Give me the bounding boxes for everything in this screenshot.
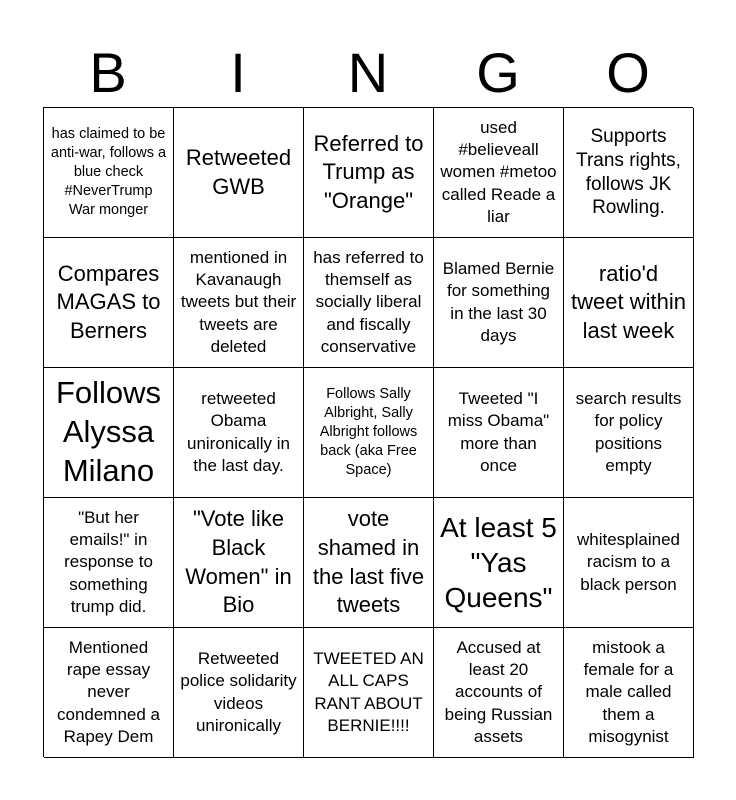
bingo-cell[interactable] xyxy=(564,628,694,758)
cell-text: Accused at least 20 accounts of being Russian assets xyxy=(444,638,553,746)
cell-text: Blamed Bernie for something in the last 30 days xyxy=(442,259,555,345)
cell-text: Tweeted "I miss Obama" more than once xyxy=(447,389,550,475)
bingo-cell[interactable] xyxy=(44,628,174,758)
cell-text: TWEETED AN ALL CAPS RANT ABOUT BERNIE!!!! xyxy=(313,649,424,735)
bingo-cell[interactable] xyxy=(44,368,174,498)
bingo-cell[interactable] xyxy=(174,238,304,368)
bingo-cell[interactable] xyxy=(434,108,564,238)
bingo-cell[interactable] xyxy=(44,108,174,238)
bingo-cell[interactable] xyxy=(564,498,694,628)
cell-text: Mentioned rape essay never condemned a Rapey Dem xyxy=(56,638,161,746)
bingo-cell[interactable] xyxy=(434,628,564,758)
bingo-cell[interactable] xyxy=(174,628,304,758)
bingo-cell[interactable] xyxy=(174,108,304,238)
cell-text: search results for policy positions empty xyxy=(575,389,682,475)
cell-text: used #believeall women #metoo called Reade a liar xyxy=(440,118,557,226)
bingo-cell[interactable] xyxy=(434,498,564,628)
bingo-cell[interactable] xyxy=(304,108,434,238)
bingo-cell[interactable] xyxy=(44,238,174,368)
bingo-cell[interactable] xyxy=(304,628,434,758)
bingo-cell[interactable] xyxy=(174,498,304,628)
cell-text: mentioned in Kavanaugh tweets but their tweets are deleted xyxy=(180,248,297,356)
cell-text: Supports Trans rights, follows JK Rowling. xyxy=(576,126,681,219)
cell-text: vote shamed in the last five tweets xyxy=(312,506,425,618)
cell-text: Follows Alyssa Milano xyxy=(55,375,162,488)
bingo-cell[interactable] xyxy=(564,108,694,238)
bingo-header xyxy=(43,40,693,106)
header-letter-o: O xyxy=(606,41,650,104)
cell-text: has referred to themself as socially liberal and fiscally conservative xyxy=(313,248,424,356)
bingo-cell[interactable] xyxy=(434,238,564,368)
bingo-cell[interactable] xyxy=(44,498,174,628)
cell-text: has claimed to be anti-war, follows a blue check #NeverTrump War monger xyxy=(50,126,167,218)
cell-text: At least 5 "Yas Queens" xyxy=(440,512,557,613)
cell-text: "Vote like Black Women" in Bio xyxy=(185,506,292,618)
header-letter-b: B xyxy=(89,41,127,104)
cell-text: Retweeted GWB xyxy=(185,144,292,199)
bingo-cell[interactable] xyxy=(434,368,564,498)
bingo-cell[interactable] xyxy=(304,368,434,498)
cell-text: Referred to Trump as "Orange" xyxy=(313,130,424,213)
header-letter-i: I xyxy=(230,41,246,104)
cell-text: Retweeted police solidarity videos unironically xyxy=(180,649,297,735)
bingo-grid xyxy=(43,107,693,757)
bingo-cell[interactable] xyxy=(174,368,304,498)
header-letter-n: N xyxy=(347,41,389,104)
bingo-cell[interactable] xyxy=(304,498,434,628)
cell-text: Follows Sally Albright, Sally Albright follows back (aka Free Space) xyxy=(319,386,418,478)
cell-text: ratio'd tweet within last week xyxy=(571,260,686,343)
bingo-cell[interactable] xyxy=(304,238,434,368)
bingo-cell[interactable] xyxy=(564,368,694,498)
bingo-cell[interactable] xyxy=(564,238,694,368)
cell-text: whitesplained racism to a black person xyxy=(576,530,680,594)
cell-text: retweeted Obama unironically in the last day. xyxy=(187,389,290,475)
cell-text: "But her emails!" in response to something trump did. xyxy=(64,508,153,616)
cell-text: mistook a female for a male called them a misogynist xyxy=(583,638,674,746)
header-letter-g: G xyxy=(476,41,520,104)
cell-text: Compares MAGAS to Berners xyxy=(56,260,161,343)
